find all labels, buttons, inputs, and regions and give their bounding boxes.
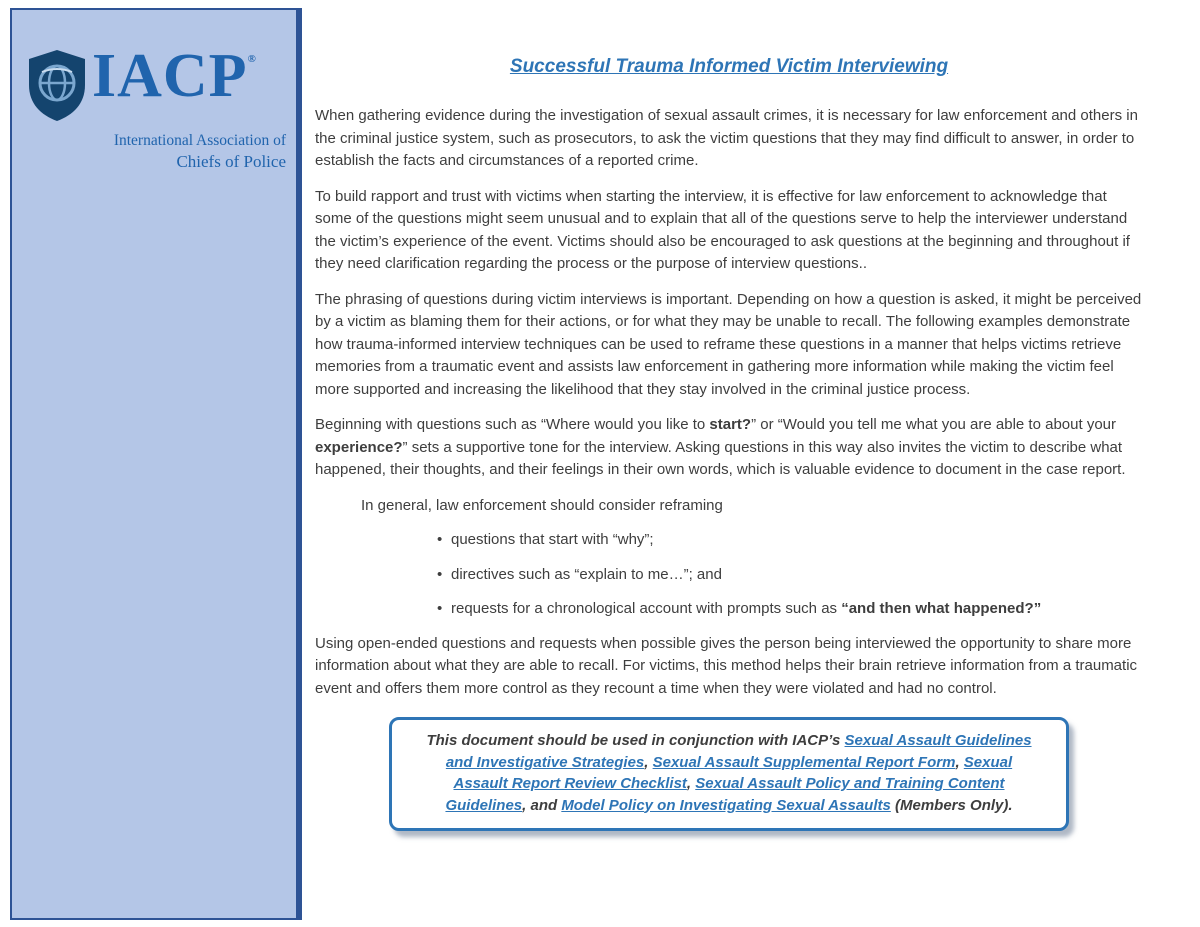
text-segment: requests for a chronological account with prompts such as <box>451 600 842 617</box>
org-name-line1: International Association of <box>113 132 286 149</box>
paragraph-intro: When gathering evidence during the investigation of sexual assault crimes, it is necessary for law enforcement and others in the criminal justice system, such as prosecutors, to ask the victim questions that they may find difficult to answer, in order to establish the facts and circumstances of a reported crime. <box>315 107 1138 169</box>
bullet-item-explain: • directives such as “explain to me…”; and <box>437 564 1143 587</box>
link-policy-training-guidelines[interactable]: Sexual Assault Policy and Training Content Guidelines <box>445 775 1005 814</box>
bold-phrase-start: start? <box>709 416 752 433</box>
paragraph-rapport: To build rapport and trust with victims when starting the interview, it is effective for law enforcement to acknowledge that some of the questions might seem unusual and to explain that all of the questions serve to help the interviewer understand the victim’s experience of the event. Victims should also be encouraged to ask questions at the beginning and throughout if they need clarification regarding the process or the purpose of interview questions.. <box>315 187 1130 272</box>
sidebar <box>10 8 302 920</box>
bold-phrase-what-happened: “and then what happened?” <box>841 600 1042 617</box>
document-body <box>315 55 1143 831</box>
paragraph-phrasing: The phrasing of questions during victim interviews is important. Depending on how a question is asked, it might be perceived by a victim as blaming them for their actions, or for what they may be unable to recall. The following examples demonstrate how trauma-informed interview techniques can be used to reframe these questions in a manner that helps victims retrieve memories from a traumatic event and assists law enforcement in gathering more information while making the victim feel more supported and increasing the likelihood that they stay involved in the criminal justice process. <box>315 290 1142 398</box>
bullet-item-why: • questions that start with “why”; <box>437 529 1143 552</box>
link-supplemental-report-form[interactable]: Sexual Assault Supplemental Report Form <box>652 753 956 771</box>
callout-text: This document should be used in conjunction with IACP’s <box>426 732 845 749</box>
callout-text: , <box>955 753 964 771</box>
link-model-policy[interactable]: Model Policy on Investigating Sexual Assaults <box>561 796 891 814</box>
callout-text: , <box>644 753 653 771</box>
paragraph-beginning <box>315 414 1143 482</box>
iacp-shield-icon <box>26 48 88 129</box>
bold-phrase-experience: experience? <box>315 438 403 456</box>
text-segment: Beginning with questions such as “Where would you like to <box>315 416 710 433</box>
reference-callout <box>389 717 1069 831</box>
bullet-item-chronological <box>437 598 1143 621</box>
callout-text: , and <box>522 796 562 814</box>
link-report-review-checklist[interactable]: Sexual Assault Report Review Checklist <box>453 753 1013 792</box>
iacp-acronym <box>92 44 286 108</box>
page-title: Successful Trauma Informed Victim Interviewing <box>509 56 949 77</box>
reframing-lead-in: In general, law enforcement should consider reframing <box>361 496 723 514</box>
paragraph-open-ended: Using open-ended questions and requests when possible gives the person being interviewed the opportunity to share more information about what they are able to recall. For victims, this method helps their brain retrieve information from a traumatic event and offers them more control as they recount a time when they were violated and had no control. <box>315 634 1138 697</box>
registered-mark: ® <box>247 53 257 65</box>
iacp-logo <box>26 44 286 173</box>
iacp-acronym-text: IACP <box>92 42 248 110</box>
callout-text: (Members Only). <box>890 796 1013 814</box>
reframing-bullet-list <box>315 529 1143 621</box>
text-segment: ” or “Would you tell me what you are able to about your <box>751 416 1116 433</box>
org-name <box>26 131 286 173</box>
link-sexual-assault-guidelines[interactable]: Sexual Assault Guidelines and Investigative Strategies <box>445 732 1032 771</box>
org-name-line2: Chiefs of Police <box>176 152 286 171</box>
text-segment: ” sets a supportive tone for the interview. Asking questions in this way also invites the victim to describe what happened, their thoughts, and their feelings in their own words, which is valuable evidence to document in the case report. <box>315 438 1126 478</box>
callout-text: , <box>686 775 696 792</box>
